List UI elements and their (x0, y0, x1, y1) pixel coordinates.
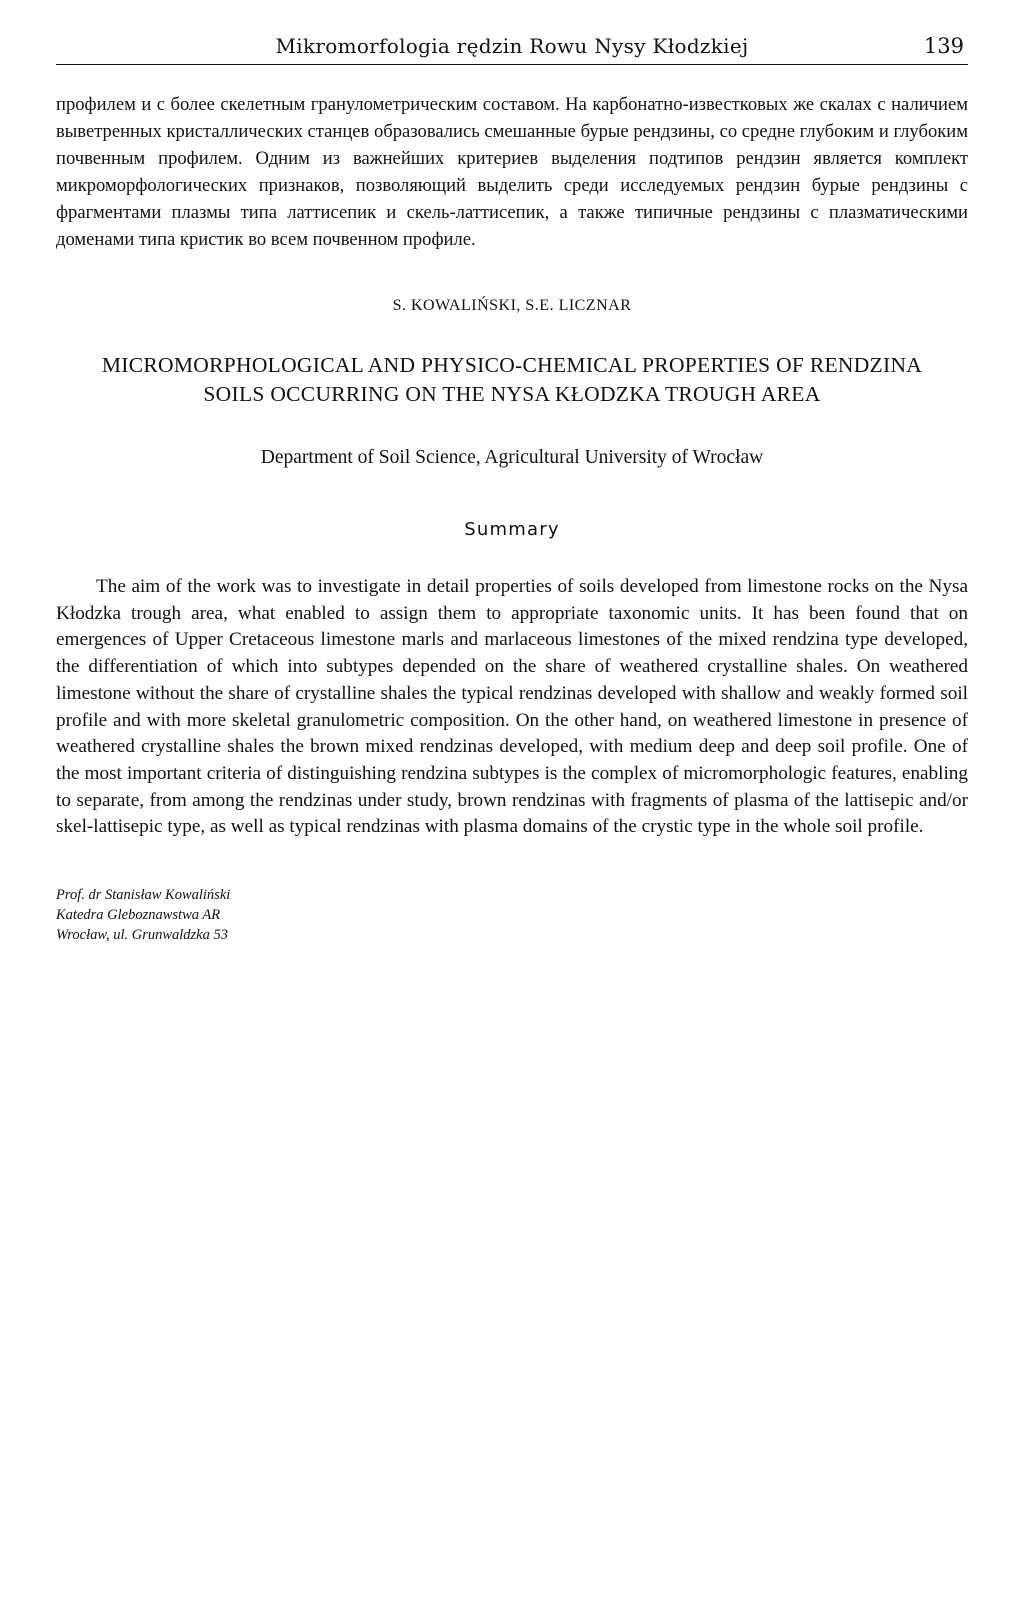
article-title-line: SOILS OCCURRING ON THE NYSA KŁODZKA TROUGH AREA (203, 382, 821, 406)
author-address (56, 885, 968, 945)
page-number: 139 (923, 34, 964, 58)
address-line-street: Wrocław, ul. Grunwaldzka 53 (56, 927, 228, 944)
summary-heading: Summary (464, 519, 560, 540)
running-header (56, 28, 968, 65)
page (56, 28, 968, 945)
affiliation: Department of Soil Science, Agricultural University of Wrocław (260, 447, 764, 468)
russian-summary-paragraph: профилем и с более скелетным гранулометрическим составом. На карбонатно-известковых же скалах с наличием выветренных кристаллических станцев образовались смешанные бурые рендзины, со средне глубоким и глубоким почвенным профилем. Одним из важнейших критериев выделения подтипов рендзин является комплект микроморфологических признаков, позволяющий выделить среди исследуемых рендзин бурые рендзины с фрагментами плазмы типа латтисепик и скель-латтисепик, а также типичные рендзины с плазматическими доменами типа кристик во всем почвенном профиле. (56, 94, 968, 250)
article-title-line: MICROMORPHOLOGICAL AND PHYSICO-CHEMICAL PROPERTIES OF RENDZINA (101, 353, 923, 377)
summary-paragraph: The aim of the work was to investigate in detail properties of soils developed from limestone rocks on the Nysa Kłodzka trough area, what enabled to assign them to appropriate taxonomic units. It has been found that on emergences of Upper Cretaceous limestone marls and marlaceous limestones of the mixed rendzina type developed, the differentiation of which into subtypes depended on the share of weathered crystalline shales. On weathered limestone without the share of crystalline shales the typical rendzinas developed with shallow and weakly formed soil profile and with more skeletal granulometric composition. On the other hand, on weathered limestone in presence of weathered crystalline shales the brown mixed rendzinas developed, with medium deep and deep soil profile. One of the most important criteria of distinguishing rendzina subtypes is the complex of micromorphologic features, enabling to separate, from among the rendzinas under study, brown rendzinas with fragments of plasma of the lattisepic and/or skel-lattisepic type, as well as typical rendzinas with plasma domains of the crystic type in the whole soil profile. (56, 576, 968, 838)
running-title: Mikromorfologia rędzin Rowu Nysy Kłodzkiej (275, 34, 749, 58)
article-title (56, 351, 968, 409)
address-line-department: Katedra Gleboznawstwa AR (56, 907, 221, 924)
article-authors: S. KOWALIŃSKI, S.E. LICZNAR (392, 297, 632, 314)
address-line-name: Prof. dr Stanisław Kowaliński (56, 887, 231, 904)
